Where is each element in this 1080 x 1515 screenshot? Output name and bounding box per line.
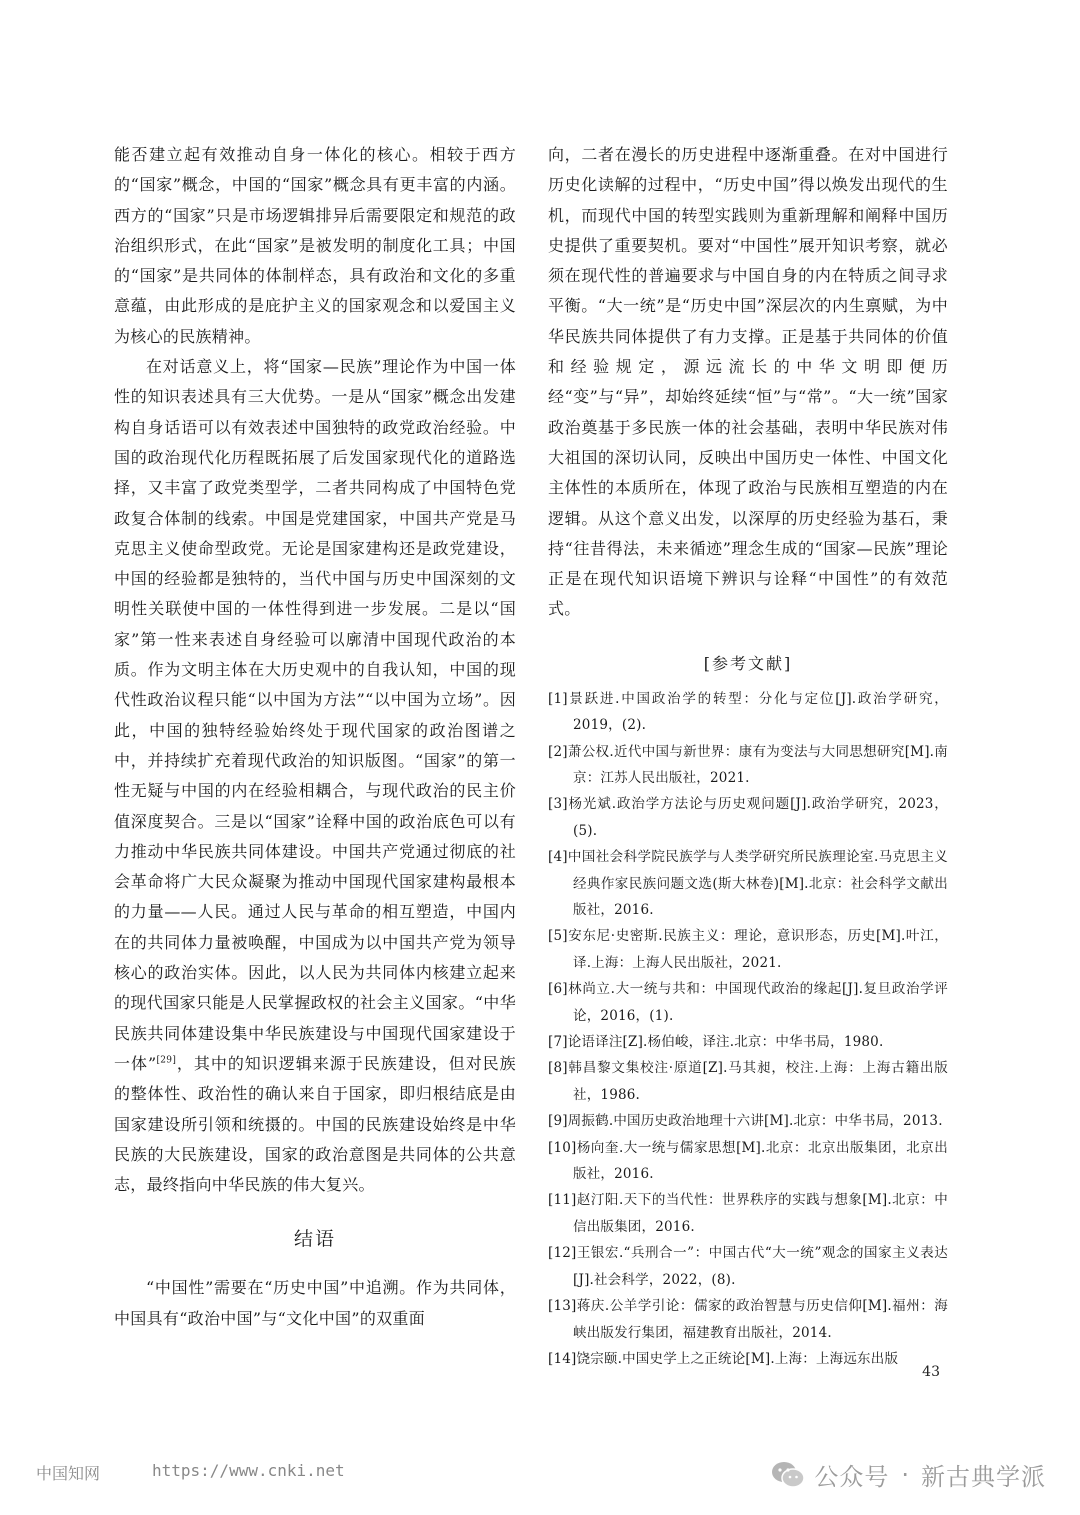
reference-item: [7]论语译注[Z].杨伯峻，译注.北京：中华书局，1980. [548,1034,884,1051]
reference-item: [14]饶宗颐.中国史学上之正统论[M].上海：上海远东出版 [548,1350,899,1367]
wechat-label: 公众号 [814,1463,890,1491]
body-paragraph: 能否建立起有效推动自身一体化的核心。相较于西方的“国家”概念，中国的“国家”概念具有更丰富的内涵。西方的“国家”只是市场逻辑排异后需要限定和规范的政治组织形式，在此“国家”是被发明的制度化工具；中国的“国家”是共同体的体制样态，具有政治和文化的多重意蕴，由此形成的是庇护主义的国家观念和以爱国主义为核心的民族精神。 [114,145,516,346]
reference-item: [1]景跃进.中国政治学的转型：分化与定位[J].政治学研究，2019，(2). [548,690,948,734]
left-column [114,140,516,1334]
reference-item: [8]韩昌黎文集校注·原道[Z].马其昶，校注.上海：上海古籍出版社，1986. [548,1060,948,1103]
citation-marker[interactable]: [29] [156,1055,177,1066]
wechat-account-name: 新古典学派 [921,1463,1046,1491]
reference-item: [2]萧公权.近代中国与新世界：康有为变法与大同思想研究[M].南京：江苏人民出版社，2021. [548,743,948,786]
paragraph-text: ，其中的知识逻辑来源于民族建设，但对民族的整体性、政治性的确认来自于国家，即归根结底是由国家建设所引领和统摄的。中国的民族建设始终是中华民族的大民族建设，国家的政治意图是共同体的公共意志，最终指向中华民族的伟大复兴。 [114,1053,516,1195]
wechat-separator: · [901,1460,909,1489]
cnki-watermark-label: 中国知网 [36,1464,101,1483]
body-paragraph [114,352,516,1200]
reference-item: [3]杨光斌.政治学方法论与历史观问题[J].政治学研究，2023，(5). [548,796,948,839]
cnki-watermark-url[interactable]: https://www.cnki.net [152,1461,345,1480]
body-paragraph: “中国性”需要在“历史中国”中追溯。作为共同体，中国具有“政治中国”与“文化中国”的双重面 [114,1278,516,1328]
wechat-watermark [770,1457,1046,1492]
references-heading: [参考文献] [703,653,793,673]
reference-item: [13]蒋庆.公羊学引论：儒家的政治智慧与历史信仰[M].福州：海峡出版发行集团，福建教育出版社，2014. [548,1298,948,1341]
reference-item: [4]中国社会科学院民族学与人类学研究所民族理论室.马克思主义经典作家民族问题文选(斯大林卷)[M].北京：社会科学文献出版社，2016. [548,849,948,918]
reference-item: [12]王银宏.“兵刑合一”：中国古代“大一统”观念的国家主义表达[J].社会科学，2022，(8). [548,1245,948,1288]
section-heading: 结语 [293,1228,336,1251]
body-paragraph: 向，二者在漫长的历史进程中逐渐重叠。在对中国进行历史化读解的过程中，“历史中国”得以焕发出现代的生机，而现代中国的转型实践则为重新理解和阐释中国历史提供了重要契机。要对“中国性”展开知识考察，就必须在现代性的普遍要求与中国自身的内在特质之间寻求平衡。“大一统”是“历史中国”深层次的内生禀赋，为中华民族共同体提供了有力支撑。正是基于共同体的价值和经验规定，源远流长的中华文明即便历经“变”与“异”，却始终延续“恒”与“常”。“大一统”国家政治奠基于多民族一体的社会基础，表明中华民族对伟大祖国的深切认同，反映出中国历史一体性、中国文化主体性的本质所在，体现了政治与民族相互塑造的内在逻辑。从这个意义出发，以深厚的历史经验为基石，秉持“往昔得法，未来循迹”理念生成的“国家—民族”理论正是在现代知识语境下辨识与诠释“中国性”的有效范式。 [548,145,948,619]
reference-item: [11]赵汀阳.天下的当代性：世界秩序的实践与想象[M].北京：中信出版集团，2016. [548,1192,948,1235]
reference-item: [5]安东尼·史密斯.民族主义：理论，意识形态，历史[M].叶江，译.上海：上海人民出版社，2021. [548,928,948,971]
reference-list [548,686,948,1373]
right-column [548,140,948,1372]
reference-item: [9]周振鹤.中国历史政治地理十六讲[M].北京：中华书局，2013. [548,1113,943,1130]
paragraph-text: 在对话意义上，将“国家—民族”理论作为中国一体性的知识表述具有三大优势。一是从“国家”概念出发建构自身话语可以有效表述中国独特的政党政治经验。中国的政治现代化历程既拓展了后发国家现代化的道路选择，又丰富了政党类型学，二者共同构成了中国特色党政复合体制的线索。中国是党建国家，中国共产党是马克思主义使命型政党。无论是国家建构还是政党建设，中国的经验都是独特的，当代中国与历史中国深刻的文明性关联使中国的一体性得到进一步发展。二是以“国家”第一性来表述自身经验可以廓清中国现代政治的本质。作为文明主体在大历史观中的自我认知，中国的现代性政治议程只能“以中国为方法”“以中国为立场”。因此，中国的独特经验始终处于现代国家的政治图谱之中，并持续扩充着现代政治的知识版图。“国家”的第一性无疑与中国的内在经验相耦合，与现代政治的民主价值深度契合。三是以“国家”诠释中国的政治底色可以有力推动中华民族共同体建设。中国共产党通过彻底的社会革命将广大民众凝聚为推动中国现代国家建构最根本的力量——人民。通过人民与革命的相互塑造，中国内在的共同体力量被唤醒，中国成为以中国共产党为领导核心的政治实体。因此，以人民为共同体内核建立起来的现代国家只能是人民掌握政权的社会主义国家。“中华民族共同体建设集中华民族建设与中国现代国家建设于一体” [114,357,516,1073]
reference-item: [6]林尚立.大一统与共和：中国现代政治的缘起[J].复旦政治学评论，2016，(1). [548,981,948,1024]
reference-item: [10]杨向奎.大一统与儒家思想[M].北京：北京出版集团，北京出版社，2016. [548,1139,948,1183]
footer-watermark [0,1455,1080,1495]
page-number: 43 [922,1364,940,1380]
wechat-icon [770,1459,806,1491]
